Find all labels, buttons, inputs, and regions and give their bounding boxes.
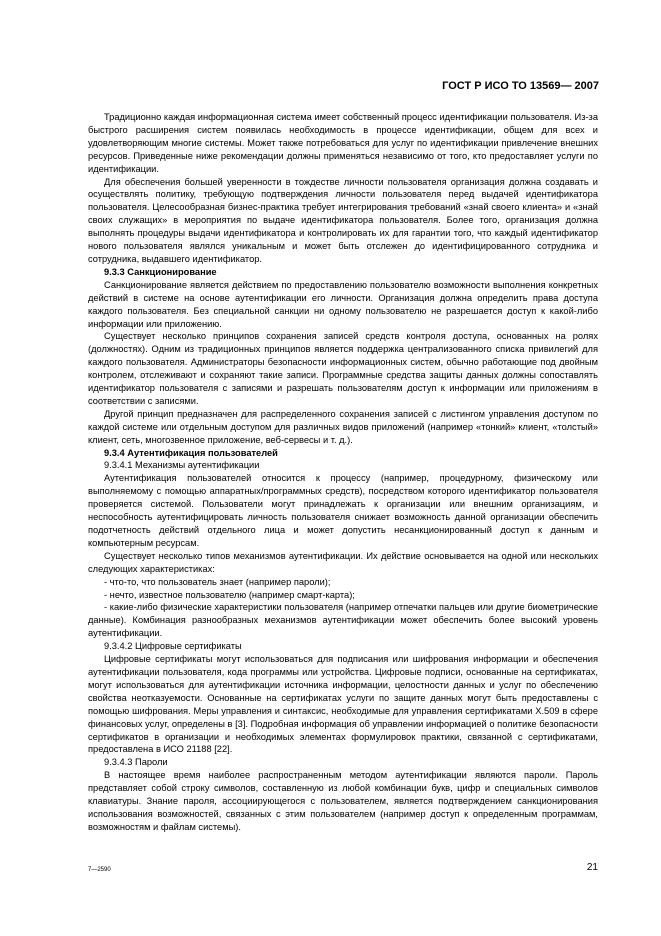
section-heading: 9.3.4 Аутентификация пользователей [104,447,278,458]
list-item: - какие-либо физические характеристики пользователя (например отпечатки пальцев или другие биометрические данные). Комбинация разнообразных механизмов аутентификации может обеспечить более высокий уровень аутентификации. [88,602,598,639]
subsection-heading: 9.3.4.2 Цифровые сертификаты [104,641,242,652]
paragraph: Санкционирование является действием по предоставлению пользователю возможности выполнения конкретных действий в системе на основе аутентификации его личности. Организация должна определить права доступа каждого пользователя. Без специальной санкции ни одному пользователю не разрешается доступ к какой-либо информации или приложению. [88,279,598,329]
subsection-heading: 9.3.4.1 Механизмы аутентификации [104,460,260,471]
standard-header: ГОСТ Р ИСО ТО 13569— 2007 [442,80,599,92]
subsection-heading: 9.3.4.3 Пароли [104,757,168,768]
paragraph: Другой принцип предназначен для распределенного сохранения записей с листингом управления доступом по каждой системе или отдельным доступом для различных видов приложений (например «тонкий» клиент, «толстый» клиент, сеть, многозвенное приложение, веб-сервесы и т. д.). [88,408,598,445]
paragraph: Существует несколько типов механизмов аутентификации. Их действие основывается на одной или нескольких следующих характеристиках: [88,550,598,574]
section-heading: 9.3.3 Санкционирование [104,266,217,277]
paragraph: В настоящее время наиболее распространенным методом аутентификации являются пароли. Пароль представляет собой строку символов, составленную из любой комбинации букв, цифр и специальных символов клавиатуры. Знание пароля, ассоциирующегося с пользователем, является подтверждением санкционирования использования возможностей, связанных с этим пользователем (например доступ к определенным программам, возможностям и файлам системы). [88,770,598,832]
page-number: 21 [586,862,598,873]
paragraph: Цифровые сертификаты могут использоваться для подписания или шифрования информации и обеспечения аутентификации пользователя, кода программы или устройства. Цифровые подписи, основанные на сертификатах, могут использоваться для аутентификации источника информации, целостности данных и услуг по обеспечению свойства неотказуемости. Основанные на сертификатах услуги по защите данных могут быть предоставлены с помощью шифрования. Меры управления и синтаксис, необходимые для управления сертификатами X.509 в сфере финансовых услуг, определены в [3]. Подробная информация об управлении информацией о политике безопасности сертификатов в организации и необходимых элементах формулировок практики, связанной с сертификатами, предоставлена в ИСО 21188 [22]. [88,654,598,755]
paragraph: Для обеспечения большей уверенности в тождестве личности пользователя организация должна создавать и осуществлять политику, требующую подтверждения личности пользователя перед выдачей идентификатора пользователя. Целесообразная бизнес-практика требует интегрирования требований «знай своего клиента» и «знай своих служащих» в мероприятия по выдаче идентификатора пользователя. Более того, организация должна выполнять процедуры выдачи идентификатора и контролировать их для гарантии того, что каждый идентификатор нового пользователя являлся уникальным и может быть отслежен до идентифицированного сотрудника и сотрудника, выдавшего идентификатор. [88,176,598,264]
print-code: 7—2590 [88,867,111,873]
body-text [88,111,598,834]
list-item: - что-то, что пользователь знает (например пароли); [104,576,331,587]
list-item: - нечто, известное пользователю (например смарт-карта); [104,589,355,600]
paragraph: Аутентификация пользователей относится к процессу (например, процедурному, физическому или выполняемому с помощью аппаратных/программных средств), посредством которого идентификатор пользователя проверяется системой. Пользователи могут принадлежать к организации или внешним организациям, и неспособность аутентифицировать личность пользователя снижает возможность данной организации обеспечить подотчетность действий отдельного лица и может допустить несанкционированный доступ к данным и компьютерным ресурсам. [88,473,598,548]
paragraph: Существует несколько принципов сохранения записей средств контроля доступа, основанных на ролях (должностях). Одним из традиционных принципов является поддержка централизованного списка привилегий для каждого пользователя. Администраторы безопасности информационных систем, обычно работающие под двойным контролем, отслеживают и сохраняют такие записи. Программные средства защиты данных должны сопоставлять идентификатор пользователя с записями и разрешать пользователям доступ к информации или приложениям в соответствии с записями. [88,331,598,406]
paragraph: Традиционно каждая информационная система имеет собственный процесс идентификации пользователя. Из-за быстрого расширения систем появилась необходимость в процессе идентификации, общем для всех и удовлетворяющим многие системы. Может также потребоваться для услуг по идентификации привлечение внешних ресурсов. Приведенные ниже рекомендации должны применяться независимо от того, кто предоставляет услуги по идентификации. [88,112,598,174]
